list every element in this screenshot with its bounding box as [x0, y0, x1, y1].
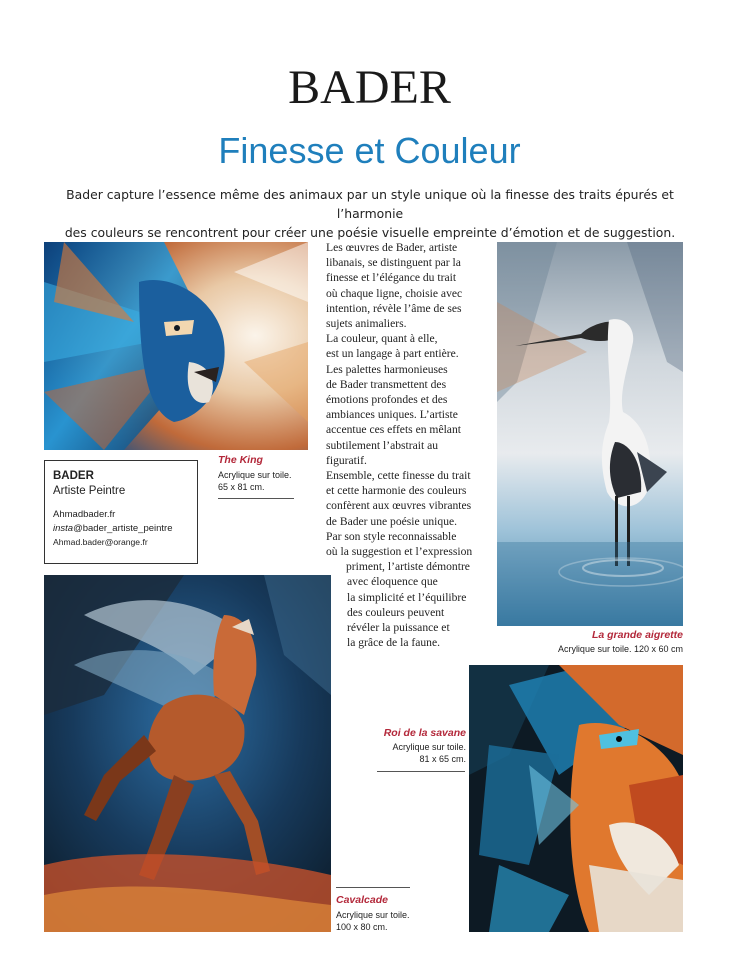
body-line: sujets animaliers. — [326, 317, 407, 331]
intro-line: des couleurs se rencontrent pour créer une poésie visuelle empreinte d’émotion et de suggestion. — [64, 225, 676, 240]
body-line: confèrent aux œuvres vibrantes — [326, 499, 472, 513]
body-line: Par son style reconnaissable — [326, 529, 457, 543]
body-line: finesse et l’élégance du trait — [326, 271, 457, 285]
body-line: émotions profondes et des — [326, 393, 448, 407]
body-line: des couleurs peuvent — [347, 605, 445, 619]
grande-aigrette-medium-size: Acrylique sur toile. 120 x 60 cm — [557, 644, 683, 654]
body-line: la simplicité et l’équilibre — [347, 590, 467, 604]
body-line: accentue ces effets en mêlant — [326, 423, 461, 437]
cavalcade-divider — [336, 887, 410, 888]
cavalcade-size: 100 x 80 cm. — [336, 922, 388, 932]
cavalcade-title: Cavalcade — [336, 894, 388, 906]
body-line: où la suggestion et l’expression — [326, 545, 473, 559]
body-line: ambiances uniques. L’artiste — [326, 408, 458, 422]
body-text — [326, 240, 472, 650]
body-line: intention, révèle l’âme de ses — [326, 301, 462, 315]
body-line: avec éloquence que — [347, 575, 438, 589]
the-king-medium: Acrylique sur toile. — [218, 470, 292, 480]
roi-savane-size: 81 x 65 cm. — [419, 754, 466, 764]
roi-savane-divider — [377, 771, 465, 772]
artist-email[interactable]: Ahmad.bader@orange.fr — [53, 537, 148, 547]
artist-card — [44, 460, 198, 564]
the-king-divider — [218, 498, 294, 499]
body-line: de Bader une poésie unique. — [326, 514, 458, 528]
body-line: la grâce de la faune. — [347, 636, 441, 650]
artist-instagram[interactable] — [53, 523, 189, 534]
body-line: Les palettes harmonieuses — [326, 362, 448, 376]
body-line: figuratif. — [326, 453, 367, 467]
body-line: où chaque ligne, choisie avec — [326, 286, 463, 300]
the-king-title: The King — [218, 454, 263, 466]
intro-paragraph — [40, 185, 700, 242]
body-line: Ensemble, cette finesse du trait — [326, 469, 471, 483]
body-line: est un langage à part entière. — [326, 347, 459, 361]
body-line: libanais, se distinguent par la — [326, 256, 461, 270]
cavalcade-painting — [44, 575, 331, 932]
grande-aigrette-title: La grande aigrette — [591, 629, 683, 641]
intro-line: Bader capture l’essence même des animaux par un style unique où la finesse des traits épurés et l’harmonie — [66, 187, 674, 221]
body-line: Les œuvres de Bader, artiste — [326, 241, 458, 254]
body-line: de Bader transmettent des — [326, 377, 447, 391]
body-line: priment, l’artiste démontre — [346, 560, 470, 574]
page-subtitle: Finesse et Couleur — [218, 130, 521, 171]
roi-savane-painting — [469, 665, 683, 932]
the-king-painting — [44, 242, 308, 450]
artist-name: BADER — [53, 470, 94, 482]
insta-prefix: insta — [53, 523, 74, 534]
the-king-size: 65 x 81 cm. — [218, 482, 265, 492]
body-line: subtilement l’abstrait au — [326, 438, 439, 452]
roi-savane-title: Roi de la savane — [383, 727, 466, 739]
insta-handle: @bader_artiste_peintre — [73, 523, 173, 534]
cavalcade-medium: Acrylique sur toile. — [336, 910, 410, 920]
body-line: La couleur, quant à elle, — [326, 332, 438, 346]
artist-website[interactable]: Ahmadbader.fr — [53, 509, 116, 520]
roi-savane-medium: Acrylique sur toile. — [392, 742, 466, 752]
body-line: et cette harmonie des couleurs — [326, 484, 467, 498]
page-title: BADER — [288, 61, 451, 114]
body-line: révéler la puissance et — [347, 621, 450, 635]
artist-role: Artiste Peintre — [53, 485, 126, 497]
grande-aigrette-painting — [497, 242, 683, 626]
